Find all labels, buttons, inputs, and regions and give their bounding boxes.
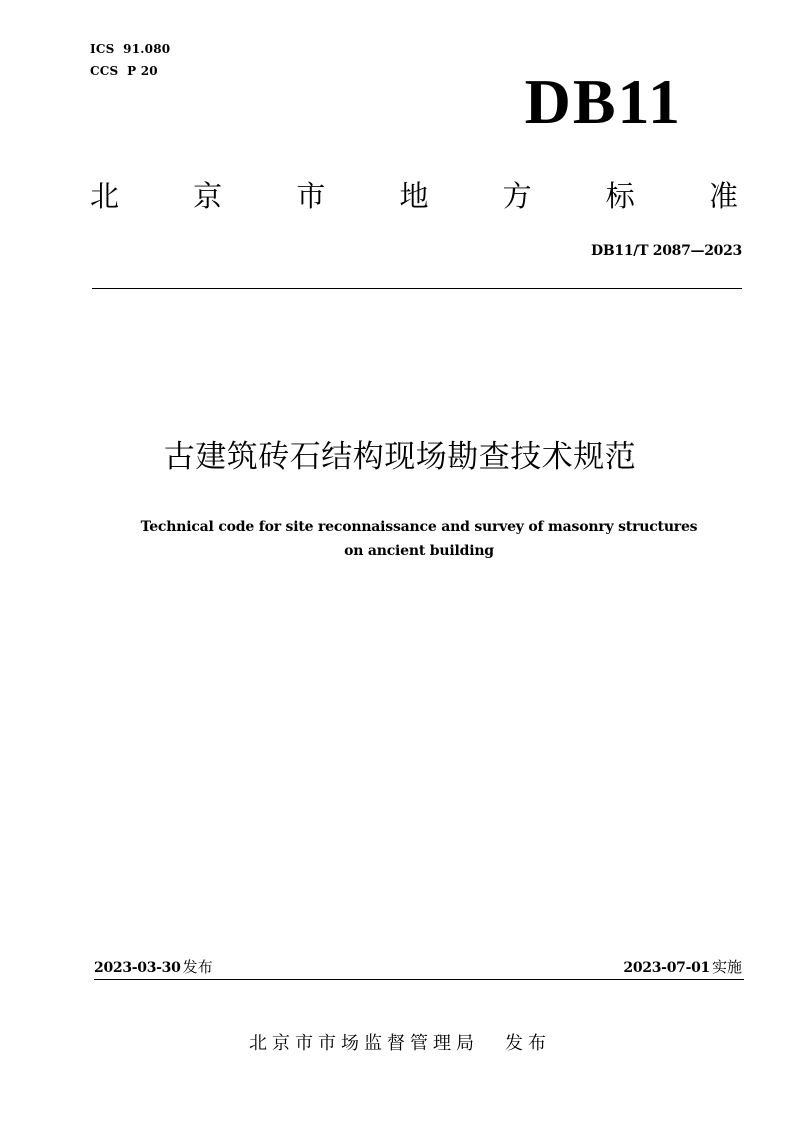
standard-type-heading <box>90 176 738 216</box>
implement-label: 实施 <box>711 958 742 976</box>
standard-type-char: 方 <box>502 179 532 213</box>
publish-date-group <box>94 955 213 980</box>
publish-label: 发布 <box>182 958 213 976</box>
standard-type-char: 地 <box>399 179 429 213</box>
implement-date: 2023-07-01 <box>623 960 710 976</box>
title-english <box>50 515 788 563</box>
classification-codes <box>90 38 170 82</box>
standard-number: DB11/T 2087—2023 <box>591 243 742 259</box>
date-row <box>94 955 742 980</box>
standard-type-char: 京 <box>193 179 223 213</box>
standard-type-char: 准 <box>708 179 738 213</box>
title-english-line: on ancient building <box>344 543 494 559</box>
issuer-line <box>0 1030 800 1058</box>
issuer-action: 发布 <box>505 1033 551 1054</box>
issuer-name: 北京市市场监督管理局 <box>249 1033 479 1054</box>
publish-date: 2023-03-30 <box>94 960 181 976</box>
title-chinese: 古建筑砖石结构现场勘查技术规范 <box>163 439 637 475</box>
ccs-code: CCS P 20 <box>90 64 158 78</box>
implement-date-group <box>623 955 742 980</box>
standard-type-char: 标 <box>605 179 635 213</box>
bottom-divider <box>94 979 744 980</box>
standard-type-char: 北 <box>90 179 120 213</box>
ics-code: ICS 91.080 <box>90 42 171 56</box>
standard-type-char: 市 <box>296 179 326 213</box>
standard-logo: DB11 <box>524 66 682 137</box>
top-divider <box>92 288 742 289</box>
title-english-line: Technical code for site reconnaissance and survey of masonry structures <box>140 519 698 535</box>
